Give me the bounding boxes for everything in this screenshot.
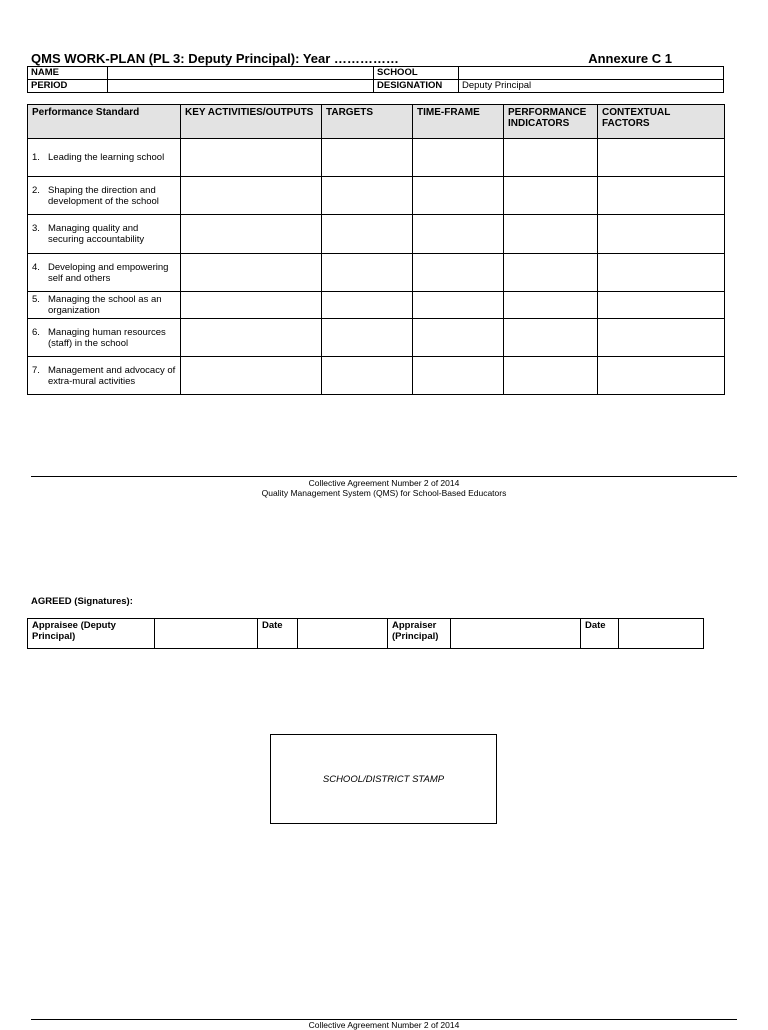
standard-text: Leading the learning school	[48, 152, 165, 163]
appraisee-signature-field[interactable]	[155, 619, 258, 649]
period-field[interactable]	[108, 80, 374, 93]
contextual-cell[interactable]	[598, 292, 725, 319]
signature-table	[27, 618, 704, 649]
table-row	[28, 139, 725, 177]
targets-cell[interactable]	[322, 139, 413, 177]
standard-cell	[28, 292, 181, 319]
contextual-cell[interactable]	[598, 357, 725, 395]
info-row-2	[28, 80, 724, 93]
page-title-row	[31, 51, 672, 67]
col-time-frame: TIME-FRAME	[413, 105, 504, 139]
date-label-1: Date	[258, 619, 298, 649]
name-field[interactable]	[108, 67, 374, 80]
key-activities-cell[interactable]	[181, 357, 322, 395]
targets-cell[interactable]	[322, 215, 413, 254]
key-activities-cell[interactable]	[181, 177, 322, 215]
designation-label: DESIGNATION	[374, 80, 459, 93]
table-row	[28, 177, 725, 215]
school-field[interactable]	[459, 67, 724, 80]
appraiser-signature-field[interactable]	[451, 619, 581, 649]
work-plan-header-row	[28, 105, 725, 139]
targets-cell[interactable]	[322, 357, 413, 395]
page-footer-bottom	[31, 1020, 737, 1030]
page-footer	[31, 478, 737, 498]
page-title: QMS WORK-PLAN (PL 3: Deputy Principal): Year ……………	[31, 51, 399, 66]
col-key-activities: KEY ACTIVITIES/OUTPUTS	[181, 105, 322, 139]
date-field-2[interactable]	[619, 619, 704, 649]
targets-cell[interactable]	[322, 254, 413, 292]
date-field-1[interactable]	[298, 619, 388, 649]
contextual-cell[interactable]	[598, 139, 725, 177]
table-row	[28, 292, 725, 319]
standard-cell	[28, 319, 181, 357]
table-row	[28, 319, 725, 357]
standard-cell	[28, 357, 181, 395]
period-label: PERIOD	[28, 80, 108, 93]
col-contextual-factors: CONTEXTUAL FACTORS	[598, 105, 725, 139]
time-frame-cell[interactable]	[413, 357, 504, 395]
indicators-cell[interactable]	[504, 139, 598, 177]
standard-cell	[28, 177, 181, 215]
targets-cell[interactable]	[322, 292, 413, 319]
school-label: SCHOOL	[374, 67, 459, 80]
standard-text: Managing quality and securing accountability	[48, 223, 145, 245]
standard-number: 7.	[32, 364, 40, 376]
footer-divider	[31, 476, 737, 477]
appraisee-label: Appraisee (Deputy Principal)	[28, 619, 155, 649]
date-label-2: Date	[581, 619, 619, 649]
col-performance-standard: Performance Standard	[28, 105, 181, 139]
indicators-cell[interactable]	[504, 215, 598, 254]
standard-text: Developing and empowering self and others	[48, 261, 169, 284]
standard-number: 4.	[32, 261, 40, 273]
footer-line-2: Quality Management System (QMS) for School-Based Educators	[261, 488, 507, 498]
col-performance-indicators: PERFORMANCE INDICATORS	[504, 105, 598, 139]
indicators-cell[interactable]	[504, 357, 598, 395]
name-label: NAME	[28, 67, 108, 80]
contextual-cell[interactable]	[598, 254, 725, 292]
col-targets: TARGETS	[322, 105, 413, 139]
contextual-cell[interactable]	[598, 215, 725, 254]
footer-line-1: Collective Agreement Number 2 of 2014	[308, 478, 460, 488]
standard-text: Management and advocacy of extra-mural activities	[48, 364, 176, 387]
annexure-label: Annexure C 1	[588, 51, 672, 66]
standard-text: Managing the school as an organization	[48, 294, 162, 316]
info-table	[27, 66, 724, 93]
standard-number: 1.	[32, 152, 40, 163]
standard-number: 5.	[32, 294, 40, 305]
time-frame-cell[interactable]	[413, 139, 504, 177]
key-activities-cell[interactable]	[181, 139, 322, 177]
indicators-cell[interactable]	[504, 292, 598, 319]
indicators-cell[interactable]	[504, 319, 598, 357]
standard-number: 2.	[32, 184, 40, 196]
targets-cell[interactable]	[322, 177, 413, 215]
signature-row	[28, 619, 704, 649]
indicators-cell[interactable]	[504, 177, 598, 215]
stamp-box	[270, 734, 497, 824]
standard-cell	[28, 215, 181, 254]
key-activities-cell[interactable]	[181, 254, 322, 292]
time-frame-cell[interactable]	[413, 254, 504, 292]
stamp-label: SCHOOL/DISTRICT STAMP	[322, 773, 445, 785]
standard-number: 6.	[32, 326, 40, 338]
standard-cell	[28, 139, 181, 177]
key-activities-cell[interactable]	[181, 215, 322, 254]
time-frame-cell[interactable]	[413, 292, 504, 319]
work-plan-table	[27, 104, 725, 395]
standard-text: Shaping the direction and development of the school	[48, 184, 159, 207]
table-row	[28, 357, 725, 395]
targets-cell[interactable]	[322, 319, 413, 357]
key-activities-cell[interactable]	[181, 292, 322, 319]
info-row-1	[28, 67, 724, 80]
table-row	[28, 254, 725, 292]
standard-number: 3.	[32, 223, 40, 234]
indicators-cell[interactable]	[504, 254, 598, 292]
time-frame-cell[interactable]	[413, 215, 504, 254]
standard-cell	[28, 254, 181, 292]
appraiser-label: Appraiser (Principal)	[388, 619, 451, 649]
designation-field[interactable]: Deputy Principal	[459, 80, 724, 93]
time-frame-cell[interactable]	[413, 177, 504, 215]
signatures-heading: AGREED (Signatures):	[31, 596, 133, 607]
time-frame-cell[interactable]	[413, 319, 504, 357]
footer-bottom-line-1: Collective Agreement Number 2 of 2014	[308, 1020, 460, 1030]
standard-text: Managing human resources (staff) in the school	[48, 326, 166, 349]
contextual-cell[interactable]	[598, 177, 725, 215]
contextual-cell[interactable]	[598, 319, 725, 357]
table-row	[28, 215, 725, 254]
key-activities-cell[interactable]	[181, 319, 322, 357]
